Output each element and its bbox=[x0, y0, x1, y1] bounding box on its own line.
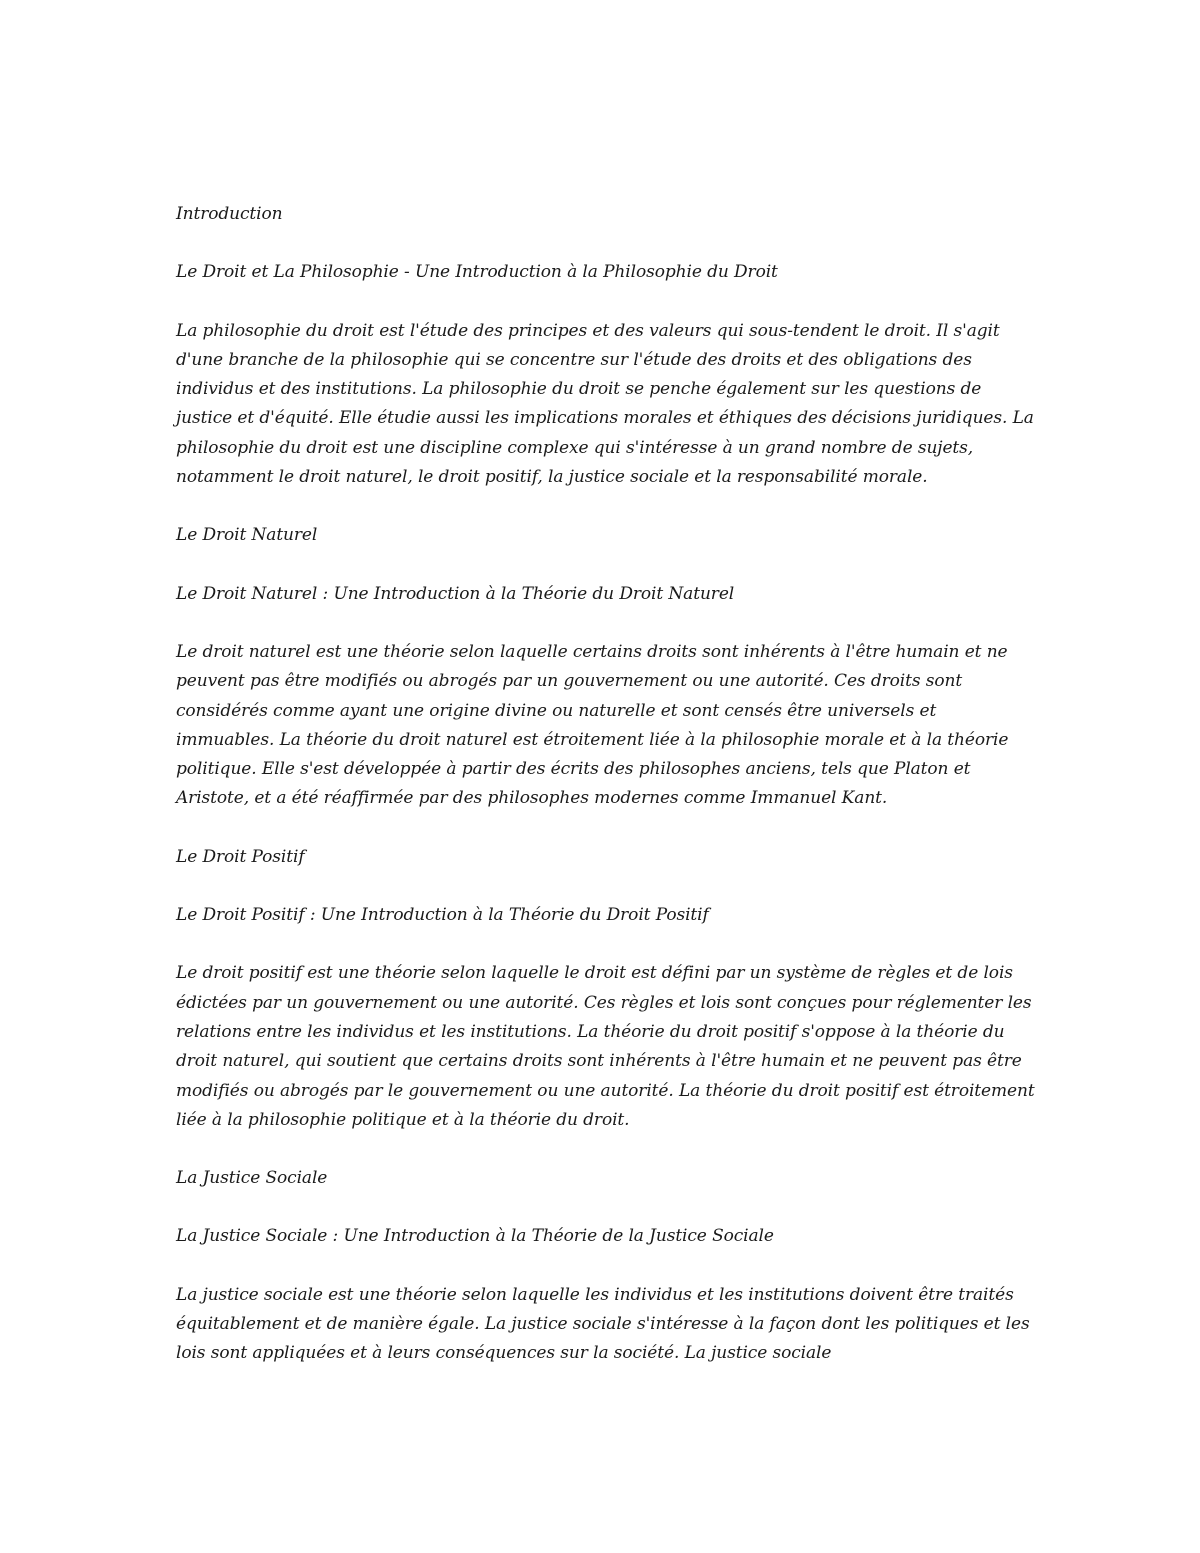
section-title-introduction: Introduction bbox=[176, 204, 283, 224]
section-subtitle-droit-positif: Le Droit Positif : Une Introduction à la Théorie du Droit Positif bbox=[176, 905, 709, 926]
section-subtitle-droit-philosophie: Le Droit et La Philosophie - Une Introduction à la Philosophie du Droit bbox=[176, 262, 778, 283]
section-subtitle-justice-sociale: La Justice Sociale : Une Introduction à la Théorie de la Justice Sociale bbox=[176, 1226, 774, 1247]
paragraph-droit-positif: Le droit positif est une théorie selon laquelle le droit est défini par un système de règles et de lois édictées par un gouvernement ou une autorité. Ces règles et lois sont conçues pour réglementer les relations entre les individus et les institutions. La théorie du droit positif s'oppose à la théorie du droit naturel, qui soutient que certains droits sont inhérents à l'être humain et ne peuvent pas être modifiés ou abrogés par le gouvernement ou une autorité. La théorie du droit positif est étroitement liée à la philosophie politique et à la théorie du droit. bbox=[176, 963, 1035, 1130]
document-body bbox=[176, 200, 1036, 1398]
paragraph-philosophie-du-droit: La philosophie du droit est l'étude des principes et des valeurs qui sous-tendent le droit. Il s'agit d'une branche de la philosophie qui se concentre sur l'étude des droits et des obligations des individus et des institutions. La philosophie du droit se penche également sur les questions de justice et d'équité. Elle étudie aussi les implications morales et éthiques des décisions juridiques. La philosophie du droit est une discipline complexe qui s'intéresse à un grand nombre de sujets, notamment le droit naturel, le droit positif, la justice sociale et la responsabilité morale. bbox=[176, 320, 1034, 488]
section-title-justice-sociale: La Justice Sociale bbox=[176, 1168, 328, 1189]
section-subtitle-droit-naturel: Le Droit Naturel : Une Introduction à la Théorie du Droit Naturel bbox=[176, 583, 735, 604]
section-title-droit-naturel: Le Droit Naturel bbox=[176, 525, 318, 546]
section-title-droit-positif: Le Droit Positif bbox=[176, 846, 305, 867]
paragraph-justice-sociale: La justice sociale est une théorie selon laquelle les individus et les institutions doivent être traités équitablement et de manière égale. La justice sociale s'intéresse à la façon dont les politiques et les lois sont appliquées et à leurs conséquences sur la société. La justice sociale bbox=[176, 1284, 1030, 1364]
paragraph-droit-naturel: Le droit naturel est une théorie selon laquelle certains droits sont inhérents à l'être humain et ne peuvent pas être modifiés ou abrogés par un gouvernement ou une autorité. Ces droits sont considérés comme ayant une origine divine ou naturelle et sont censés être universels et immuables. La théorie du droit naturel est étroitement liée à la philosophie morale et à la théorie politique. Elle s'est développée à partir des écrits des philosophes anciens, tels que Platon et Aristote, et a été réaffirmée par des philosophes modernes comme Immanuel Kant. bbox=[176, 641, 1009, 809]
